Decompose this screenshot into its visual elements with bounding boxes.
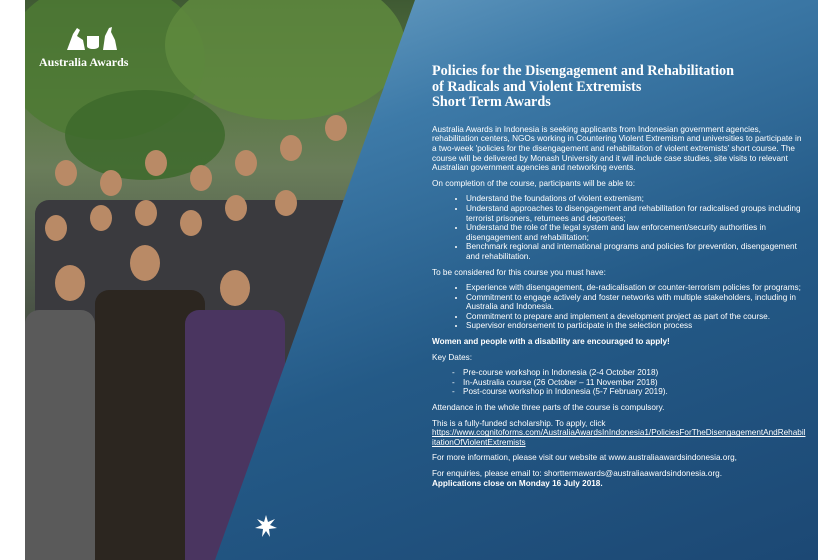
- list-item: • Supervisor endorsement to participate in the selection process: [466, 321, 807, 331]
- person-head: [225, 195, 247, 221]
- enquiries-text: For enquiries, please email to: shorttermawards@australiaawardsindonesia.org.: [432, 469, 723, 478]
- person-head: [145, 150, 167, 176]
- person-head: [180, 210, 202, 236]
- person-head: [55, 265, 85, 301]
- requirements-list: [432, 283, 807, 331]
- outcomes-list: [432, 194, 807, 261]
- person-head: [130, 245, 160, 281]
- key-dates-heading: Key Dates:: [432, 352, 473, 362]
- list-item: • Benchmark regional and international programs and policies for prevention, disengagement and rehabilitation.: [466, 242, 807, 261]
- person-head: [325, 115, 347, 141]
- person-head: [280, 135, 302, 161]
- person-head: [55, 160, 77, 186]
- list-item: • Understand the role of the legal system and law enforcement/security authorities in disengagement and rehabilitation;: [466, 223, 807, 242]
- outcomes-heading: On completion of the course, participants will be able to:: [432, 178, 635, 188]
- apply-link[interactable]: https://www.cognitoforms.com/AustraliaAwardsInIndonesia1/PoliciesForTheDisengagementAndRehabilitationOfViolentExtremists: [432, 428, 806, 447]
- deadline-text: Applications close on Monday 16 July 2018.: [432, 478, 603, 488]
- attendance-note: Attendance in the whole three parts of the course is compulsory.: [432, 403, 665, 413]
- list-item: - In-Australia course (26 October – 11 November 2018): [452, 378, 807, 388]
- person-head: [220, 270, 250, 306]
- flyer-content: [432, 64, 807, 488]
- list-item: • Understand approaches to disengagement and rehabilitation for radicalised groups including terrorist prisoners, returnees and deportees;: [466, 204, 807, 223]
- requirements-heading: To be considered for this course you must have:: [432, 267, 606, 277]
- title-line-2: of Radicals and Violent Extremists: [432, 78, 642, 95]
- person-head: [90, 205, 112, 231]
- more-info: For more information, please visit our website at www.australiaawardsindonesia.org,: [432, 453, 737, 463]
- list-item: - Post-course workshop in Indonesia (5-7 February 2019).: [452, 387, 807, 397]
- intro-paragraph: Australia Awards in Indonesia is seeking applicants from Indonesian government agencies, rehabilitation centers, NGOs working in Countering Violent Extremism and universities to participate in a two-week 'policies for the disengagement and rehabilitation of violent extremists' short course. The course will be delivered by Monash University and it will include case studies, site visits to relevant Australian government agencies and networking events.: [432, 124, 802, 173]
- list-item: • Understand the foundations of violent extremism;: [466, 194, 807, 204]
- australia-awards-logo: [39, 24, 149, 70]
- logo-text: Australia Awards: [39, 55, 129, 69]
- title-line-1: Policies for the Disengagement and Rehabilitation: [432, 63, 734, 79]
- list-item: • Experience with disengagement, de-radicalisation or counter-terrorism policies for programs;: [466, 283, 807, 293]
- apply-text: This is a fully-funded scholarship. To apply, click: [432, 418, 606, 428]
- apply-paragraph: [432, 419, 807, 448]
- list-item: • Commitment to prepare and implement a development project as part of the course.: [466, 312, 807, 322]
- coat-of-arms-icon: [63, 24, 123, 52]
- flyer: [25, 0, 818, 560]
- person-head: [190, 165, 212, 191]
- list-item: - Pre-course workshop in Indonesia (2-4 October 2018): [452, 368, 807, 378]
- page-title: [432, 64, 807, 111]
- key-dates-list: [432, 368, 807, 397]
- person-head: [100, 170, 122, 196]
- commonwealth-star-icon: [255, 515, 277, 537]
- title-line-3: Short Term Awards: [432, 94, 551, 111]
- encouragement-note: Women and people with a disability are encouraged to apply!: [432, 337, 670, 347]
- enquiries-paragraph: [432, 469, 807, 488]
- person-body: [25, 310, 95, 560]
- person-head: [135, 200, 157, 226]
- list-item: • Commitment to engage actively and foster networks with multiple stakeholders, including in Australia and Indonesia.: [466, 293, 807, 312]
- person-head: [235, 150, 257, 176]
- person-head: [45, 215, 67, 241]
- person-head: [275, 190, 297, 216]
